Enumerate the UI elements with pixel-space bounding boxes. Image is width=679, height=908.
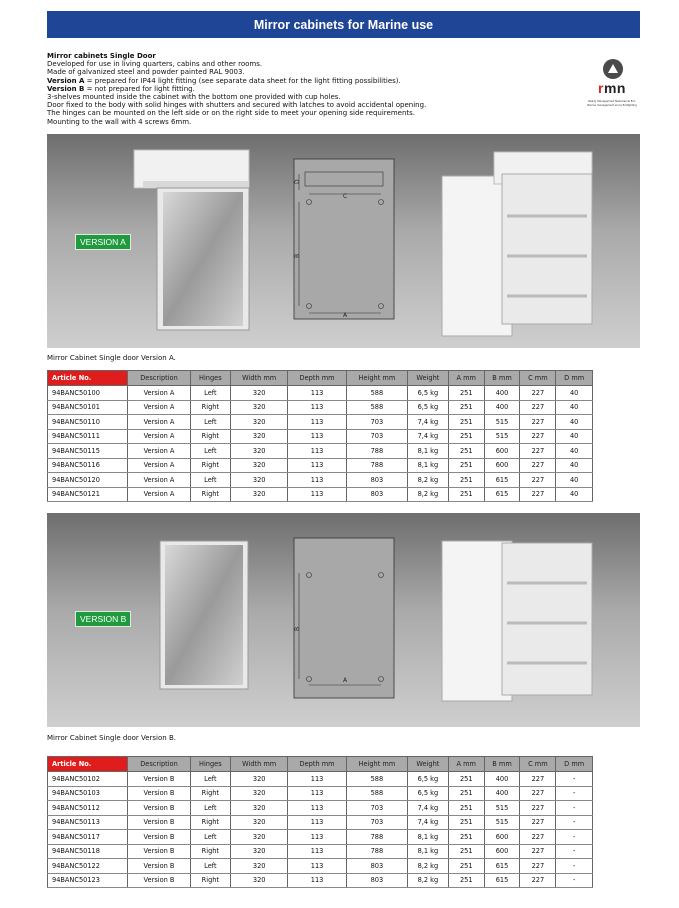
table-cell: 40 bbox=[556, 429, 593, 444]
logo-wordmark: rmn bbox=[598, 80, 626, 96]
table-cell: 40 bbox=[556, 415, 593, 430]
table-cell: 400 bbox=[484, 772, 520, 787]
column-header: Height mm bbox=[346, 371, 407, 386]
table-cell: 251 bbox=[448, 859, 484, 874]
table-cell: 6,5 kg bbox=[407, 386, 448, 401]
table-cell: 8,2 kg bbox=[407, 873, 448, 888]
column-header: A mm bbox=[448, 371, 484, 386]
table-cell: 320 bbox=[231, 444, 288, 459]
table-cell: 7,4 kg bbox=[407, 801, 448, 816]
intro-line: 3-shelves mounted inside the cabinet with the bottom one provided with cup holes. bbox=[47, 93, 341, 102]
article-number: 94BANC50116 bbox=[48, 458, 128, 473]
column-header: Depth mm bbox=[288, 371, 347, 386]
column-header: Article No. bbox=[48, 757, 128, 772]
logo-subtitle: Ready Management Nederlands B.V. Marine management since firefighting bbox=[587, 100, 637, 107]
table-row bbox=[48, 873, 593, 888]
table-cell: 320 bbox=[231, 873, 288, 888]
table-cell: - bbox=[556, 772, 593, 787]
table-cell: 113 bbox=[288, 429, 347, 444]
article-number: 94BANC50102 bbox=[48, 772, 128, 787]
table-row bbox=[48, 473, 593, 488]
intro-line: The hinges can be mounted on the left side or on the right side to meet your opening side requirements. bbox=[47, 109, 415, 118]
table-cell: 6,5 kg bbox=[407, 772, 448, 787]
table-cell: - bbox=[556, 815, 593, 830]
table-cell: Left bbox=[190, 444, 230, 459]
table-cell: 803 bbox=[346, 473, 407, 488]
table-cell: 600 bbox=[484, 444, 520, 459]
table-cell: Version B bbox=[128, 844, 190, 859]
article-number: 94BANC50111 bbox=[48, 429, 128, 444]
table-cell: 320 bbox=[231, 415, 288, 430]
table-cell: 251 bbox=[448, 786, 484, 801]
table-cell: 7,4 kg bbox=[407, 415, 448, 430]
table-cell: 227 bbox=[520, 458, 556, 473]
article-number: 94BANC50118 bbox=[48, 844, 128, 859]
table-cell: Version B bbox=[128, 815, 190, 830]
table-cell: 227 bbox=[520, 444, 556, 459]
table-cell: 600 bbox=[484, 844, 520, 859]
version-a-label: Version A bbox=[47, 76, 85, 85]
table-cell: 7,4 kg bbox=[407, 429, 448, 444]
column-header: Width mm bbox=[231, 757, 288, 772]
table-cell: 227 bbox=[520, 786, 556, 801]
table-cell: Right bbox=[190, 487, 230, 502]
table-cell: 227 bbox=[520, 400, 556, 415]
table-cell: 615 bbox=[484, 859, 520, 874]
table-cell: 515 bbox=[484, 815, 520, 830]
table-cell: 588 bbox=[346, 786, 407, 801]
column-header: Description bbox=[128, 371, 190, 386]
table-cell: 113 bbox=[288, 487, 347, 502]
table-cell: 227 bbox=[520, 844, 556, 859]
table-cell: Version A bbox=[128, 473, 190, 488]
table-cell: Left bbox=[190, 801, 230, 816]
table-cell: 227 bbox=[520, 473, 556, 488]
table-cell: 227 bbox=[520, 859, 556, 874]
table-cell: 8,1 kg bbox=[407, 458, 448, 473]
article-number: 94BANC50101 bbox=[48, 400, 128, 415]
column-header: D mm bbox=[556, 757, 593, 772]
table-cell: Left bbox=[190, 386, 230, 401]
table-cell: 251 bbox=[448, 873, 484, 888]
version-b-label: Version B bbox=[47, 84, 85, 93]
table-cell: 320 bbox=[231, 830, 288, 845]
table-cell: 251 bbox=[448, 830, 484, 845]
intro-heading: Mirror cabinets Single Door bbox=[47, 52, 156, 60]
table-cell: 113 bbox=[288, 772, 347, 787]
column-header: D mm bbox=[556, 371, 593, 386]
table-cell: Version A bbox=[128, 487, 190, 502]
table-cell: 113 bbox=[288, 786, 347, 801]
table-cell: 320 bbox=[231, 400, 288, 415]
table-cell: 227 bbox=[520, 815, 556, 830]
table-cell: 113 bbox=[288, 415, 347, 430]
table-row bbox=[48, 830, 593, 845]
table-cell: 227 bbox=[520, 429, 556, 444]
article-number: 94BANC50103 bbox=[48, 786, 128, 801]
table-cell: Left bbox=[190, 772, 230, 787]
table-cell: 113 bbox=[288, 444, 347, 459]
table-cell: 227 bbox=[520, 873, 556, 888]
page-title: Mirror cabinets for Marine use bbox=[47, 11, 640, 38]
column-header: Height mm bbox=[346, 757, 407, 772]
table-cell: 251 bbox=[448, 844, 484, 859]
table-cell: - bbox=[556, 859, 593, 874]
table-cell: 320 bbox=[231, 844, 288, 859]
table-cell: 40 bbox=[556, 386, 593, 401]
table-cell: 251 bbox=[448, 429, 484, 444]
table-cell: 788 bbox=[346, 844, 407, 859]
table-cell: 7,4 kg bbox=[407, 815, 448, 830]
table-cell: 615 bbox=[484, 487, 520, 502]
table-row bbox=[48, 415, 593, 430]
table-cell: Version A bbox=[128, 429, 190, 444]
table-cell: 320 bbox=[231, 429, 288, 444]
version-a-caption: Mirror Cabinet Single door Version A. bbox=[47, 354, 176, 362]
column-header: Article No. bbox=[48, 371, 128, 386]
table-cell: 320 bbox=[231, 772, 288, 787]
table-cell: 8,2 kg bbox=[407, 859, 448, 874]
table-cell: 113 bbox=[288, 815, 347, 830]
table-cell: 227 bbox=[520, 772, 556, 787]
table-cell: Version B bbox=[128, 772, 190, 787]
table-cell: 227 bbox=[520, 386, 556, 401]
table-cell: 251 bbox=[448, 487, 484, 502]
table-cell: Right bbox=[190, 458, 230, 473]
column-header: Hinges bbox=[190, 757, 230, 772]
version-a-text: = prepared for IP44 light fitting (see separate data sheet for the light fitting possibilities). bbox=[84, 76, 401, 85]
version-b-photo bbox=[47, 513, 640, 727]
table-cell: - bbox=[556, 830, 593, 845]
table-row bbox=[48, 487, 593, 502]
article-number: 94BANC50100 bbox=[48, 386, 128, 401]
table-cell: 40 bbox=[556, 444, 593, 459]
table-cell: Version A bbox=[128, 386, 190, 401]
table-cell: 251 bbox=[448, 415, 484, 430]
version-a-illustration bbox=[47, 134, 640, 348]
table-cell: Right bbox=[190, 815, 230, 830]
column-header: Weight bbox=[407, 757, 448, 772]
table-cell: 8,1 kg bbox=[407, 444, 448, 459]
column-header: B mm bbox=[484, 757, 520, 772]
table-cell: 703 bbox=[346, 429, 407, 444]
table-cell: 588 bbox=[346, 772, 407, 787]
table-row bbox=[48, 386, 593, 401]
table-cell: 320 bbox=[231, 473, 288, 488]
table-cell: 588 bbox=[346, 400, 407, 415]
table-cell: 400 bbox=[484, 400, 520, 415]
table-cell: 320 bbox=[231, 458, 288, 473]
logo-icon bbox=[602, 58, 624, 80]
table-cell: 588 bbox=[346, 386, 407, 401]
table-cell: 227 bbox=[520, 415, 556, 430]
dim-a-label: A bbox=[343, 677, 348, 684]
version-a-table bbox=[47, 370, 593, 502]
column-header: Width mm bbox=[231, 371, 288, 386]
table-cell: 6,5 kg bbox=[407, 400, 448, 415]
version-a-badge: VERSION A bbox=[75, 234, 131, 250]
table-cell: 788 bbox=[346, 458, 407, 473]
table-row bbox=[48, 400, 593, 415]
table-cell: Version A bbox=[128, 444, 190, 459]
table-cell: Right bbox=[190, 429, 230, 444]
table-cell: Version A bbox=[128, 458, 190, 473]
table-cell: 40 bbox=[556, 458, 593, 473]
table-cell: 515 bbox=[484, 415, 520, 430]
dim-c-label: C bbox=[343, 193, 348, 200]
table-cell: 113 bbox=[288, 386, 347, 401]
table-cell: 8,2 kg bbox=[407, 487, 448, 502]
table-cell: Right bbox=[190, 873, 230, 888]
table-cell: Right bbox=[190, 400, 230, 415]
article-number: 94BANC50123 bbox=[48, 873, 128, 888]
table-cell: 113 bbox=[288, 400, 347, 415]
column-header: Description bbox=[128, 757, 190, 772]
table-cell: 320 bbox=[231, 815, 288, 830]
table-cell: 40 bbox=[556, 400, 593, 415]
article-number: 94BANC50115 bbox=[48, 444, 128, 459]
table-cell: 251 bbox=[448, 400, 484, 415]
table-cell: 113 bbox=[288, 859, 347, 874]
table-cell: - bbox=[556, 786, 593, 801]
table-cell: 803 bbox=[346, 873, 407, 888]
table-cell: - bbox=[556, 801, 593, 816]
article-number: 94BANC50121 bbox=[48, 487, 128, 502]
table-cell: 615 bbox=[484, 473, 520, 488]
table-cell: 600 bbox=[484, 830, 520, 845]
table-row bbox=[48, 458, 593, 473]
table-cell: Version B bbox=[128, 786, 190, 801]
dim-b-label: B bbox=[294, 253, 301, 258]
column-header: Hinges bbox=[190, 371, 230, 386]
column-header: C mm bbox=[520, 371, 556, 386]
table-cell: 320 bbox=[231, 801, 288, 816]
intro-line: Door fixed to the body with solid hinges with shutters and secured with latches to avoid accidental opening. bbox=[47, 101, 427, 110]
table-cell: Version B bbox=[128, 830, 190, 845]
column-header: A mm bbox=[448, 757, 484, 772]
table-cell: 600 bbox=[484, 458, 520, 473]
version-b-badge: VERSION B bbox=[75, 611, 131, 627]
table-row bbox=[48, 844, 593, 859]
table-row bbox=[48, 815, 593, 830]
table-cell: 113 bbox=[288, 801, 347, 816]
table-cell: 113 bbox=[288, 830, 347, 845]
table-cell: 788 bbox=[346, 830, 407, 845]
intro-text bbox=[47, 52, 567, 126]
table-cell: 8,1 kg bbox=[407, 844, 448, 859]
version-b-table bbox=[47, 756, 593, 888]
table-cell: 803 bbox=[346, 487, 407, 502]
table-cell: Version A bbox=[128, 415, 190, 430]
table-cell: 113 bbox=[288, 844, 347, 859]
table-cell: Left bbox=[190, 830, 230, 845]
intro-line: Mounting to the wall with 4 screws 6mm. bbox=[47, 117, 192, 126]
table-cell: Version B bbox=[128, 859, 190, 874]
table-cell: 515 bbox=[484, 429, 520, 444]
table-cell: Right bbox=[190, 844, 230, 859]
table-cell: Left bbox=[190, 473, 230, 488]
table-cell: 400 bbox=[484, 786, 520, 801]
table-cell: Version A bbox=[128, 400, 190, 415]
table-cell: 40 bbox=[556, 487, 593, 502]
table-cell: 113 bbox=[288, 873, 347, 888]
article-number: 94BANC50113 bbox=[48, 815, 128, 830]
table-cell: 8,1 kg bbox=[407, 830, 448, 845]
table-cell: - bbox=[556, 844, 593, 859]
table-cell: 251 bbox=[448, 772, 484, 787]
table-cell: 227 bbox=[520, 830, 556, 845]
table-cell: 251 bbox=[448, 473, 484, 488]
table-cell: 803 bbox=[346, 859, 407, 874]
version-b-illustration bbox=[47, 513, 640, 727]
table-row bbox=[48, 801, 593, 816]
table-cell: Left bbox=[190, 859, 230, 874]
table-row bbox=[48, 859, 593, 874]
table-cell: 703 bbox=[346, 815, 407, 830]
column-header: Depth mm bbox=[288, 757, 347, 772]
intro-line: Made of galvanized steel and powder painted RAL 9003. bbox=[47, 68, 245, 77]
article-number: 94BANC50110 bbox=[48, 415, 128, 430]
table-row bbox=[48, 429, 593, 444]
table-cell: 788 bbox=[346, 444, 407, 459]
table-cell: 251 bbox=[448, 444, 484, 459]
table-cell: Right bbox=[190, 786, 230, 801]
table-cell: 615 bbox=[484, 873, 520, 888]
article-number: 94BANC50112 bbox=[48, 801, 128, 816]
table-cell: 113 bbox=[288, 458, 347, 473]
table-cell: 227 bbox=[520, 487, 556, 502]
table-cell: 703 bbox=[346, 801, 407, 816]
table-cell: 320 bbox=[231, 487, 288, 502]
table-row bbox=[48, 786, 593, 801]
column-header: B mm bbox=[484, 371, 520, 386]
rmn-logo bbox=[584, 58, 640, 120]
column-header: Weight bbox=[407, 371, 448, 386]
intro-version-a bbox=[47, 77, 567, 85]
version-a-photo bbox=[47, 134, 640, 348]
dim-a-label: A bbox=[343, 312, 348, 319]
table-cell: 320 bbox=[231, 859, 288, 874]
table-cell: 251 bbox=[448, 801, 484, 816]
table-cell: 251 bbox=[448, 458, 484, 473]
table-cell: 515 bbox=[484, 801, 520, 816]
table-cell: 251 bbox=[448, 386, 484, 401]
intro-line: Developed for use in living quarters, cabins and other rooms. bbox=[47, 60, 263, 69]
intro-version-b bbox=[47, 85, 567, 93]
table-cell: Version B bbox=[128, 801, 190, 816]
article-number: 94BANC50120 bbox=[48, 473, 128, 488]
column-header: C mm bbox=[520, 757, 556, 772]
table-cell: Version B bbox=[128, 873, 190, 888]
version-b-caption: Mirror Cabinet Single door Version B. bbox=[47, 734, 176, 742]
table-cell: 320 bbox=[231, 786, 288, 801]
table-cell: - bbox=[556, 873, 593, 888]
table-cell: 320 bbox=[231, 386, 288, 401]
table-row bbox=[48, 772, 593, 787]
article-number: 94BANC50117 bbox=[48, 830, 128, 845]
table-cell: 251 bbox=[448, 815, 484, 830]
table-cell: Left bbox=[190, 415, 230, 430]
table-cell: 6,5 kg bbox=[407, 786, 448, 801]
table-cell: 113 bbox=[288, 473, 347, 488]
table-cell: 8,2 kg bbox=[407, 473, 448, 488]
table-cell: 40 bbox=[556, 473, 593, 488]
dim-b-label: B bbox=[294, 626, 301, 631]
article-number: 94BANC50122 bbox=[48, 859, 128, 874]
version-b-text: = not prepared for light fitting. bbox=[84, 84, 195, 93]
table-cell: 400 bbox=[484, 386, 520, 401]
table-cell: 227 bbox=[520, 801, 556, 816]
table-cell: 703 bbox=[346, 415, 407, 430]
table-row bbox=[48, 444, 593, 459]
dim-d-label: D bbox=[294, 179, 301, 184]
